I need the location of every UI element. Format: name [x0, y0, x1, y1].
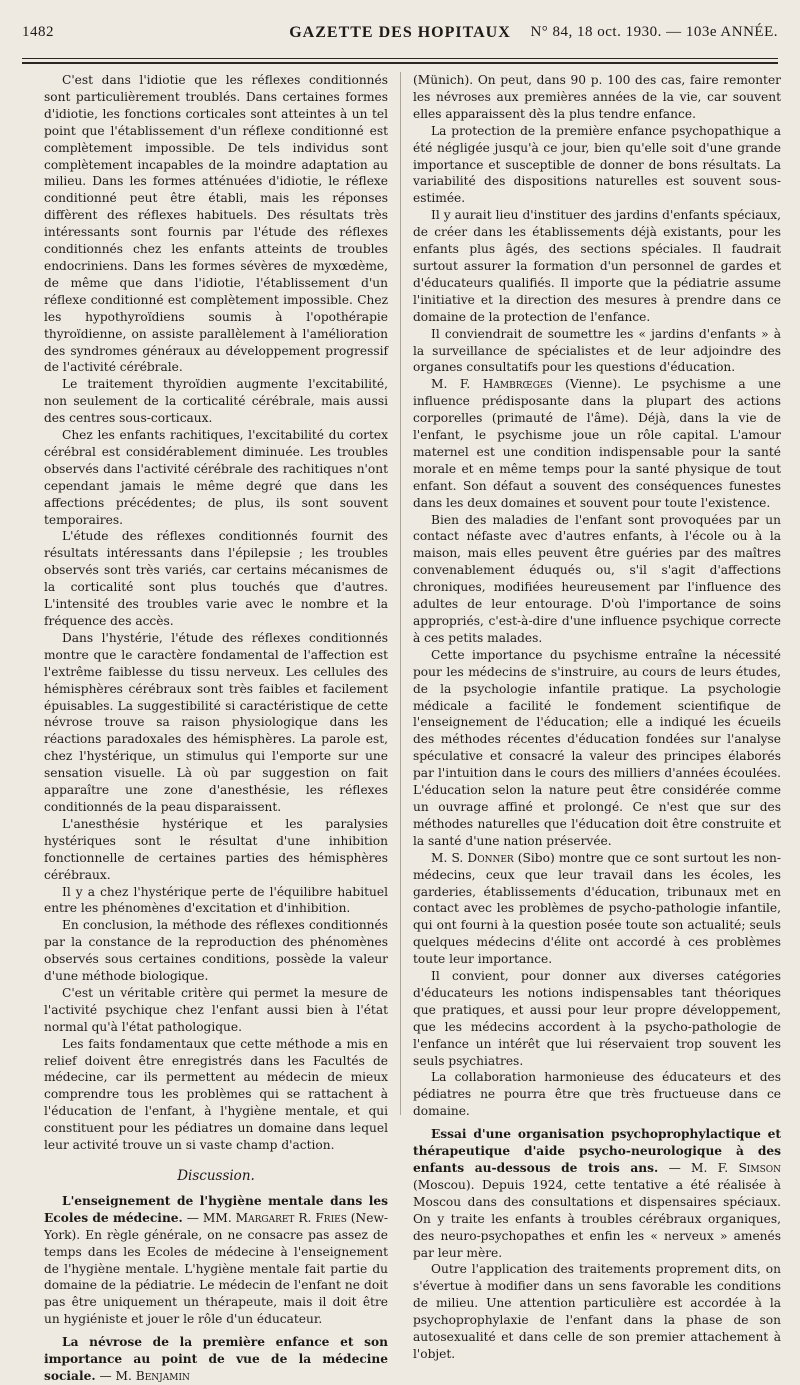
- section-heading: Discussion.: [177, 1168, 255, 1184]
- paragraph: Il conviendrait de soumettre les « jardins d'enfants » à la surveillance de spécialistes et de leur adjoindre des organes consultatifs pour les questions d'éducation.: [413, 326, 781, 375]
- header-rule: [22, 58, 778, 59]
- discussion-paragraph: [413, 850, 781, 968]
- paragraph: L'anesthésie hystérique et les paralysies hystériques sont le résultat d'une inhibition fonctionnelle de certaines parties des hémisphères cérébraux.: [44, 816, 388, 882]
- paragraph: Il convient, pour donner aux diverses catégories d'éducateurs les notions indispensables tant théoriques que pratiques, et aussi pour leur propre développement, que les médecins accordent à la psycho-pathologie de l'enfance un intérêt que lui réservaient trop souvent les seuls psychiatres.: [413, 969, 781, 1068]
- left-column: [44, 72, 388, 1385]
- paragraph: Les faits fondamentaux que cette méthode a mis en relief doivent être enregistrés dans les Facultés de médecine, car ils permettent au médecin de mieux comprendre tous les problèmes qui se rattachent à l'éducation de l'enfant, à l'hygiène mentale, et qui constituent pour les pédiatres un domaine dans lequel leur activité trouve un si vaste champ d'action.: [44, 1036, 388, 1153]
- author-names: Margaret R. Fries: [235, 1210, 347, 1225]
- right-column: [413, 72, 781, 1363]
- paragraph: (Münich). On peut, dans 90 p. 100 des cas, faire remonter les névroses aux premières années de la vie, car souvent elles apparaissent dès la plus tendre enfance.: [413, 73, 781, 121]
- dash-text: — MM.: [182, 1210, 236, 1225]
- author-name: Hambrœges: [482, 377, 553, 392]
- paragraph-title: La névrose de la première enfance et son importance au point de vue de la médecine sociale.: [44, 1335, 388, 1383]
- paragraph: C'est un véritable critère qui permet la mesure de l'activité psychique chez l'enfant aussi bien à l'état normal qu'à l'état pathologique.: [44, 985, 388, 1034]
- paragraph-body: (Sibo) montre que ce sont surtout les non-médecins, ceux que leur travail dans les écoles, les garderies, établissements d'éducation, tribunaux met en contact avec les problèmes de psycho-pathologie infantile, qui ont fourni à la question posée toute son actualité; seuls quelques médecins d'élite ont accordé à ces problèmes toute leur importance.: [413, 850, 781, 967]
- paragraph: Le traitement thyroïdien augmente l'excitabilité, non seulement de la corticalité cérébrale, mais aussi des centres sous-corticaux.: [44, 377, 388, 426]
- paragraph-body: (Vienne). Le psychisme a une influence prédisposante dans la plupart des actions corporelles (primauté de l'âme). Déjà, dans la vie de l'enfant, le psychisme joue un rôle capital. L'amour maternel est une condition indispensable pour la santé morale et en même temps pour la santé physique de tout enfant. Son défaut a souvent des conséquences funestes dans les deux domaines et souvent pour toute l'existence.: [413, 377, 781, 510]
- header-rule-thick: [22, 62, 778, 64]
- paragraph: Il y aurait lieu d'instituer des jardins d'enfants spéciaux, de créer dans les établissements déjà existants, pour les enfants plus âgés, des sections spéciales. Il faudrait surtout assurer la formation d'un personnel de gardes et d'éducateurs qualifiés. Il importe que la pédiatrie assume l'initiative et la direction des mesures à prendre dans ce domaine de la protection de l'enfance.: [413, 208, 781, 324]
- paragraph: L'étude des réflexes conditionnés fournit des résultats intéressants dans l'épilepsie ; les troubles observés sont très variés, car certains mécanismes de la corticalité sont plus touchés que d'autres. L'intensité des troubles varie avec le nombre et la fréquence des accès.: [44, 529, 388, 628]
- paragraph-title: Essai d'une organisation psychoprophylactique et thérapeutique d'aide psycho-neurologique à des enfants au-dessous de trois ans.: [413, 1127, 781, 1175]
- paragraph: C'est dans l'idiotie que les réflexes conditionnés sont particulièrement troublés. Dans certaines formes d'idiotie, les fonctions corticales sont atteintes à un tel point que l'établissement d'un réflexe conditionné est complètement impossible. De tels individus sont complètement incapables de la moindre adaptation au milieu. Dans les formes atténuées d'idiotie, le réflexe conditionné peut être établi, mais les réponses diffèrent des réflexes habituels. Des résultats très intéressants sont fournis par l'étude des réflexes conditionnés chez les enfants atteints de troubles endocriniens. Dans les formes sévères de myxœdème, de même que dans l'idiotie, l'établissement d'un réflexe conditionné est complètement impossible. Chez les hypothyroïdiens soumis à l'opothérapie thyroïdienne, on assiste parallèlement à l'amélioration des syndromes généraux au développement progressif de l'activité cérébrale.: [44, 73, 388, 375]
- dash-text: — M.: [95, 1368, 136, 1383]
- paragraph-body: (Moscou). Depuis 1924, cette tentative a été réalisée à Moscou dans des consultations et dispensaires spéciaux. On y traite les enfants à troubles cérébraux organiques, des neuro-psychopathes et enfin les « nerveux » amenés par leur mère.: [413, 1177, 781, 1260]
- dash-text: M. F.: [431, 377, 483, 392]
- dash-text: M. S.: [431, 850, 468, 865]
- author-name: Donner: [467, 850, 514, 865]
- author-name: Benjamin: [135, 1368, 190, 1383]
- discussion-paragraph: [44, 1193, 388, 1328]
- paragraph: La collaboration harmonieuse des éducateurs et des pédiatres ne pourra être que très fructueuse dans ce domaine.: [413, 1070, 781, 1119]
- discussion-paragraph: [413, 1126, 781, 1261]
- dash-text: — M. F.: [658, 1161, 739, 1175]
- column-separator: [400, 72, 401, 1115]
- paragraph: Outre l'application des traitements proprement dits, on s'évertue à modifier dans un sens favorable les conditions de milieu. Une attention particulière est accordée à la psychoprophylaxie de l'enfant dans la phase de son autosexualité et dans celle de son premier attachement à l'objet.: [413, 1262, 781, 1361]
- paragraph: Chez les enfants rachitiques, l'excitabilité du cortex cérébral est considérablement diminuée. Les troubles observés dans l'activité cérébrale des rachitiques n'ont cependant jamais le même degré que dans les affections précédentes; de plus, ils sont souvent temporaires.: [44, 428, 388, 527]
- paragraph: La protection de la première enfance psychopathique a été négligée jusqu'à ce jour, bien qu'elle soit d'une grande importance et susceptible de donner de bons résultats. La variabilité des dispositions naturelles est souvent sous-estimée.: [413, 123, 781, 206]
- paragraph: En conclusion, la méthode des réflexes conditionnés par la constance de la reproduction des phénomènes observés sous certaines conditions, possède la valeur d'une méthode biologique.: [44, 918, 388, 984]
- author-name: Simson: [738, 1161, 781, 1175]
- paragraph: Bien des maladies de l'enfant sont provoquées par un contact néfaste avec d'autres enfants, à l'école ou à la maison, mais elles peuvent être guéries par des maîtres convenablement éduqués ou, s'il s'agit d'affections chroniques, modifiées heureusement par l'influence des adultes de leur entourage. D'où l'importance de soins appropriés, c'est-à-dire d'une influence psychique correcte à ces petits malades.: [413, 512, 781, 645]
- page-number: 1482: [22, 24, 54, 40]
- discussion-paragraph: [44, 1334, 388, 1385]
- paragraph-body: (New-York). En règle générale, on ne consacre pas assez de temps dans les Ecoles de médecine à l'enseignement de l'hygiène mentale. L'hygiène mentale fait partie du domaine de la pédiatrie. Le médecin de l'enfant ne doit pas être uniquement un thérapeute, mais il doit être un hygiéniste et jouer le rôle d'un éducateur.: [44, 1210, 388, 1327]
- issue-info: N° 84, 18 oct. 1930. — 103e ANNÉE.: [530, 24, 778, 40]
- paragraph: Dans l'hystérie, l'étude des réflexes conditionnés montre que le caractère fondamental de l'affection est l'extrême faiblesse du tissu nerveux. Les cellules des hémisphères cérébraux sont très faibles et facilement épuisables. La suggestibilité si caractéristique de cette névrose trouve sa raison physiologique dans les réactions paradoxales des hémisphères. La parole est, chez l'hystérique, un stimulus qui l'emporte sur une sensation visuelle. Là où par suggestion on fait apparaître une zone d'anesthésie, les réflexes conditionnés de la peau disparaissent.: [44, 630, 388, 814]
- paragraph: Cette importance du psychisme entraîne la nécessité pour les médecins de s'instruire, au cours de leurs études, de la psychologie infantile pratique. La psychologie médicale a facilité le fondement scientifique de l'enseignement de l'éducation; elle a indiqué les écueils des méthodes récentes d'éducation fondées sur l'analyse spéculative et consacré la valeur des principes élaborés par l'intuition dans le cours des milliers d'années écoulées. L'éducation selon la nature peut être considérée comme un ouvrage affiné et prolongé. Ce n'est que sur des méthodes naturelles que l'éducation doit être construite et la santé d'une nation préservée.: [413, 647, 781, 848]
- journal-title: GAZETTE DES HOPITAUX: [289, 24, 511, 41]
- discussion-paragraph: [413, 376, 781, 511]
- paragraph: Il y a chez l'hystérique perte de l'équilibre habituel entre les phénomènes d'excitation et d'inhibition.: [44, 884, 388, 916]
- page-header: [22, 24, 778, 46]
- paragraph-title: L'enseignement de l'hygiène mentale dans les Ecoles de médecine.: [44, 1193, 388, 1225]
